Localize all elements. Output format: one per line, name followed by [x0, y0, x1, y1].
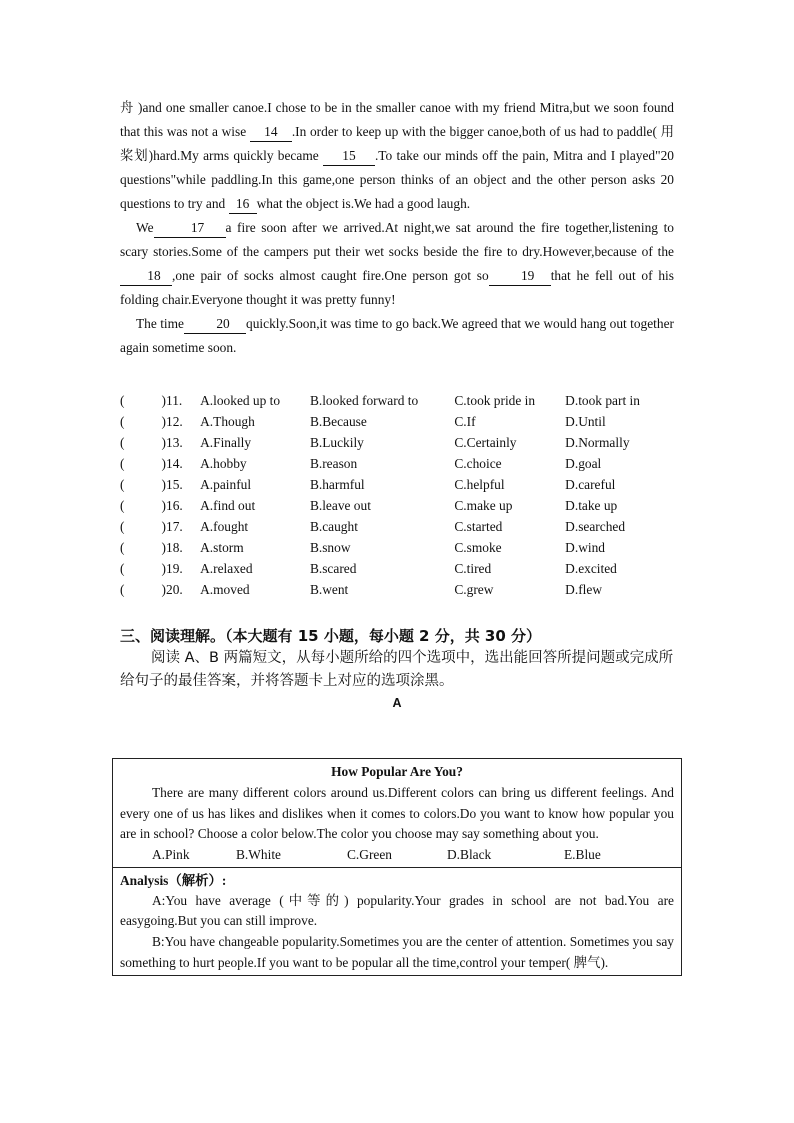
option-d: D.take up	[565, 498, 618, 513]
question-row	[120, 390, 674, 411]
option-d: D.careful	[565, 477, 616, 492]
answer-paren: (	[120, 414, 125, 429]
option-b: B.went	[309, 582, 349, 597]
option-b: B.leave out	[309, 498, 371, 513]
option-d: D.wind	[565, 540, 605, 555]
option-b: B.scared	[309, 561, 357, 576]
color-option: E.Blue	[564, 846, 601, 862]
option-d: D.Normally	[565, 435, 630, 450]
color-option: B.White	[236, 846, 281, 862]
option-c: C.helpful	[454, 477, 505, 492]
passage-paragraph-1	[120, 96, 674, 216]
blank-15: 15	[323, 147, 375, 166]
blank-20: 20	[184, 315, 246, 334]
section-title: 三、阅读理解。（本大题有 15 小题，每小题 2 分，共 30 分）	[120, 627, 542, 645]
question-number: )13.	[161, 435, 183, 450]
passage-label: A	[392, 696, 402, 710]
worksheet-page	[120, 96, 674, 711]
option-a: A.find out	[200, 498, 256, 513]
answer-paren: (	[120, 519, 125, 534]
passage-text: quickly.Soon,it was time to go back.We agreed that we would hang out together again sometime soon.	[120, 316, 674, 355]
blank-19: 19	[489, 267, 551, 286]
passage-text: ,one pair of socks almost caught fire.One person got so	[172, 268, 489, 283]
option-a: A.fought	[200, 519, 249, 534]
option-d: D.Until	[565, 414, 606, 429]
answer-paren: (	[120, 477, 125, 492]
answer-paren: (	[120, 582, 125, 597]
passage-text: .To take our minds off the pain, Mitra and I played"20 questions"while paddling.In this game,one person thinks of an object and the other person asks 20 questions to try and	[120, 148, 674, 211]
question-row	[120, 432, 674, 453]
box-title: How Popular Are You?	[331, 764, 463, 779]
color-option: C.Green	[347, 846, 392, 862]
option-b: B.caught	[309, 519, 358, 534]
question-row	[120, 411, 674, 432]
answer-paren: (	[120, 561, 125, 576]
question-row	[120, 474, 674, 495]
option-a: A.relaxed	[200, 561, 253, 576]
option-b: B.Because	[309, 414, 367, 429]
section-instructions: 阅读 A、B 两篇短文，从每小题所给的四个选项中，选出能回答所提问题或完成所给句子的最佳答案，并将答题卡上对应的选项涂黑。	[120, 650, 674, 689]
option-a: A.hobby	[200, 456, 247, 471]
box-analysis-section	[113, 868, 681, 975]
option-b: B.reason	[309, 456, 358, 471]
option-a: A.painful	[200, 477, 252, 492]
answer-paren: (	[120, 498, 125, 513]
question-number: )18.	[161, 540, 183, 555]
option-b: B.harmful	[309, 477, 365, 492]
question-number: )15.	[161, 477, 183, 492]
passage-text: .In order to keep up with the bigger canoe,both of us had to paddle( 用桨划)hard.My arms quickly became	[120, 124, 675, 163]
color-choices	[120, 845, 674, 865]
option-c: C.tired	[454, 561, 492, 576]
passage-text: The time	[136, 316, 185, 331]
question-number: )17.	[161, 519, 183, 534]
question-number: )14.	[161, 456, 183, 471]
blank-18: 18	[120, 267, 172, 286]
box-intro: There are many different colors around us.Different colors can bring us different feelings. And every one of us has likes and dislikes when it comes to colors.Do you want to know how popular you are in school? Choose a color below.The color you choose may say something about you.	[120, 785, 674, 842]
option-d: D.searched	[565, 519, 626, 534]
option-c: C.smoke	[454, 540, 502, 555]
option-a: A.storm	[200, 540, 244, 555]
question-number: )11.	[161, 393, 183, 408]
answer-paren: (	[120, 435, 125, 450]
question-row	[120, 516, 674, 537]
option-b: B.snow	[309, 540, 351, 555]
blank-14: 14	[250, 123, 292, 142]
passage-text: We	[136, 220, 154, 235]
option-c: C.Certainly	[454, 435, 517, 450]
analysis-a: A:You have average (中等的) popularity.Your grades in school are not bad.You are easygoing.But you can still improve.	[120, 892, 674, 929]
option-a: A.looked up to	[200, 393, 281, 408]
question-row	[120, 558, 674, 579]
option-c: C.started	[454, 519, 503, 534]
answer-paren: (	[120, 540, 125, 555]
option-d: D.excited	[565, 561, 617, 576]
analysis-b: B:You have changeable popularity.Sometimes you are the center of attention. Sometimes you say something to hurt people.If you want to be popular all the time,control your temper( 脾气).	[120, 933, 674, 970]
passage-text: that he fell out of his folding chair.Everyone thought it was pretty funny!	[120, 268, 674, 307]
option-b: B.Luckily	[309, 435, 364, 450]
passage-text: 舟 )and one smaller canoe.I chose to be in the smaller canoe with my friend Mitra,but we soon found that this was not a wise	[120, 100, 674, 139]
option-c: C.grew	[454, 582, 494, 597]
passage-text: a fire soon after we arrived.At night,we sat around the fire together,listening to scary stories.Some of the campers put their wet socks beside the fire to dry.However,because of the	[120, 220, 674, 259]
question-row	[120, 495, 674, 516]
question-number: )16.	[161, 498, 183, 513]
color-option: A.Pink	[152, 846, 190, 862]
blank-16: 16	[229, 195, 257, 214]
question-row	[120, 537, 674, 558]
option-a: A.moved	[200, 582, 250, 597]
option-c: C.If	[454, 414, 476, 429]
question-number: )20.	[161, 582, 183, 597]
option-b: B.looked forward to	[309, 393, 419, 408]
passage-paragraph-2	[120, 216, 674, 312]
passage-paragraph-3	[120, 312, 674, 360]
passage-text: what the object is.We had a good laugh.	[256, 196, 471, 211]
option-d: D.took part in	[565, 393, 640, 408]
option-a: A.Finally	[200, 435, 252, 450]
option-d: D.flew	[565, 582, 602, 597]
reading-passage-box	[112, 758, 682, 976]
box-top-section	[113, 759, 681, 868]
option-c: C.took pride in	[454, 393, 536, 408]
question-options-list	[120, 390, 674, 600]
option-a: A.Though	[200, 414, 255, 429]
color-option: D.Black	[447, 846, 492, 862]
option-c: C.make up	[454, 498, 513, 513]
question-number: )12.	[161, 414, 183, 429]
answer-paren: (	[120, 456, 125, 471]
option-d: D.goal	[565, 456, 602, 471]
option-c: C.choice	[454, 456, 502, 471]
question-number: )19.	[161, 561, 183, 576]
analysis-title: Analysis（解析）:	[120, 872, 227, 888]
blank-17: 17	[154, 219, 226, 238]
question-row	[120, 453, 674, 474]
answer-paren: (	[120, 393, 125, 408]
question-row	[120, 579, 674, 600]
